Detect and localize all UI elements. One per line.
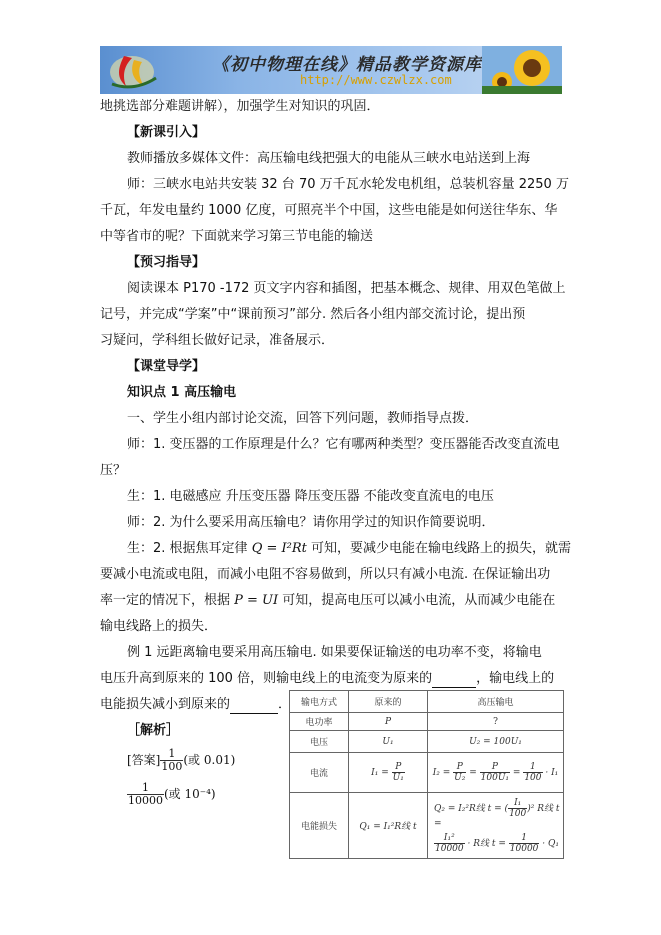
- text-line: [100, 696, 291, 714]
- text-span: 生：2. 根据焦耳定律: [127, 541, 248, 556]
- fraction: [127, 782, 164, 807]
- denominator: 100: [524, 773, 542, 783]
- denominator: 10000: [128, 794, 163, 807]
- denominator: 100: [161, 760, 183, 773]
- text-line: 师：三峡水电站共安装 32 台 70 万千瓦水轮发电机组，总装机容量 2250 万: [127, 177, 569, 192]
- numerator: P: [480, 762, 510, 773]
- numerator: 1: [509, 833, 540, 844]
- text-span: 可知，要减少电能在输电线路上的损失，就需: [311, 541, 572, 556]
- formula: P = UI: [234, 593, 279, 608]
- fraction: [160, 748, 183, 773]
- denominator: 100: [509, 808, 527, 819]
- cell-high: [428, 793, 564, 859]
- answer-line-2: [127, 782, 216, 807]
- numerator: 1: [160, 748, 183, 761]
- text-span: 可知，提高电压可以减小电流，从而减少电能在: [282, 593, 556, 608]
- answer-note: (或 0.01): [183, 753, 236, 767]
- text-span: 电压升高到原来的 100 倍，则输电线上的电流变为原来的: [100, 671, 433, 686]
- text-line: 一、学生小组内部讨论交流，回答下列问题，教师指导点拨．: [127, 411, 479, 426]
- cell-original: P: [349, 713, 428, 731]
- logo-icon: [104, 48, 164, 92]
- fraction: [392, 762, 405, 783]
- comparison-table: [289, 690, 564, 859]
- row-label: 电能损失: [290, 793, 349, 859]
- text-line: 阅读课本 P170 -172 页文字内容和插图，把基本概念、规律、用双色笔做上: [127, 281, 566, 296]
- formula-part: =: [512, 768, 521, 778]
- text-line: [127, 540, 571, 558]
- example-line: 例 1 远距离输电要采用高压输电. 如果要保证输送的电功率不变，将输电: [127, 645, 542, 660]
- formula-part: Q₂ = I₂²R线 t = (: [434, 803, 509, 814]
- text-line: 生：1. 电磁感应 升压变压器 降压变压器 不能改变直流电的电压: [127, 489, 494, 504]
- row-label: 电压: [290, 731, 349, 753]
- cell-high: [428, 753, 564, 793]
- fraction: [523, 762, 542, 783]
- table-row: [290, 753, 564, 793]
- table-row: [290, 793, 564, 859]
- denominator: U₂: [454, 773, 466, 783]
- cell-high: ?: [428, 713, 564, 731]
- section-heading-new-lesson: 【新课引入】: [127, 125, 206, 140]
- answer-note: (或 10⁻⁴): [164, 787, 216, 801]
- text-line: 教师播放多媒体文件：高压输电线把强大的电能从三峡水电站送到上海: [127, 151, 531, 166]
- denominator: U₁: [392, 773, 404, 783]
- text-line: 千瓦，年发电量约 1000 亿度，可照亮半个中国，这些电能是如何送往华东、华: [100, 203, 558, 218]
- numerator: 1: [523, 762, 542, 773]
- table-row: [290, 713, 564, 731]
- sunflower-icon: [482, 46, 562, 94]
- row-label: 电功率: [290, 713, 349, 731]
- text-line: [100, 670, 554, 688]
- answer-blank: [230, 700, 278, 714]
- answer-line-1: [127, 748, 235, 773]
- formula-part: =: [469, 768, 477, 778]
- text-line: 地挑选部分难题讲解），加强学生对知识的巩固．: [100, 99, 380, 114]
- formula: Q = I²Rt: [251, 541, 307, 556]
- formula-part: I₁ =: [371, 768, 389, 778]
- text-line: 输电线路上的损失．: [100, 619, 218, 634]
- header-banner: [100, 46, 562, 94]
- cell-original: [349, 753, 428, 793]
- text-span: ，输电线上的: [476, 671, 555, 686]
- formula-line: [434, 798, 561, 829]
- table-header: 输电方式: [290, 691, 349, 713]
- text-line: 压？: [100, 463, 127, 478]
- banner-url[interactable]: http://www.czwlzx.com: [300, 73, 452, 87]
- formula-part: I₂ =: [432, 768, 451, 778]
- formula-part: )² R线 t =: [434, 803, 560, 829]
- table-header-row: [290, 691, 564, 713]
- knowledge-point-title: 知识点 1 高压输电: [127, 385, 237, 400]
- text-line: 中等省市的呢？下面就来学习第三节电能的输送: [100, 229, 374, 244]
- fraction: [508, 798, 527, 819]
- numerator: P: [453, 762, 466, 773]
- denominator: 10000: [509, 843, 539, 854]
- table-row: [290, 731, 564, 753]
- numerator: 1: [127, 782, 164, 795]
- formula-part: · I₁: [545, 768, 559, 778]
- cell-original: U₁: [349, 731, 428, 753]
- fraction: [480, 762, 510, 783]
- numerator: I₁: [508, 798, 527, 809]
- cell-high: U₂ = 100U₁: [428, 731, 564, 753]
- section-heading-class: 【课堂导学】: [127, 359, 206, 374]
- fraction: [434, 833, 465, 854]
- answer-blank: [432, 674, 476, 688]
- text-line: 要减小电流或电阻，而减小电阻不容易做到，所以只有减小电流. 在保证输出功: [100, 567, 551, 582]
- text-span: 电能损失减小到原来的: [100, 697, 231, 712]
- row-label: 电流: [290, 753, 349, 793]
- numerator: I₁²: [434, 833, 465, 844]
- text-line: 师：2. 为什么要采用高压输电？请你用学过的知识作简要说明．: [127, 515, 495, 530]
- section-heading-preview: 【预习指导】: [127, 255, 206, 270]
- denominator: 10000: [435, 843, 464, 854]
- fraction: [509, 833, 540, 854]
- section-heading-analysis: ［解析］: [127, 723, 180, 738]
- banner-title: 《初中物理在线》精品教学资源库: [212, 55, 482, 75]
- fraction: [453, 762, 466, 783]
- cell-original: Q₁ = I₁²R线 t: [349, 793, 428, 859]
- formula-part: · Q₁: [542, 838, 560, 849]
- answer-prefix: [答案]: [127, 753, 161, 767]
- text-line: 记号，并完成“学案”中“课前预习”部分. 然后各小组内部交流讨论，提出预: [100, 307, 526, 322]
- text-span: 率一定的情况下，根据: [100, 593, 231, 608]
- table-header: 高压输电: [428, 691, 564, 713]
- formula-part: · R线 t =: [467, 838, 506, 849]
- text-line: 习疑问，学科组长做好记录，准备展示．: [100, 333, 335, 348]
- numerator: P: [392, 762, 405, 773]
- table-header: 原来的: [349, 691, 428, 713]
- text-span: ．: [278, 697, 292, 712]
- denominator: 100U₁: [480, 773, 510, 783]
- text-line: [100, 592, 555, 610]
- text-line: 师：1. 变压器的工作原理是什么？它有哪两种类型？变压器能否改变直流电: [127, 437, 560, 452]
- formula-line: [434, 833, 561, 854]
